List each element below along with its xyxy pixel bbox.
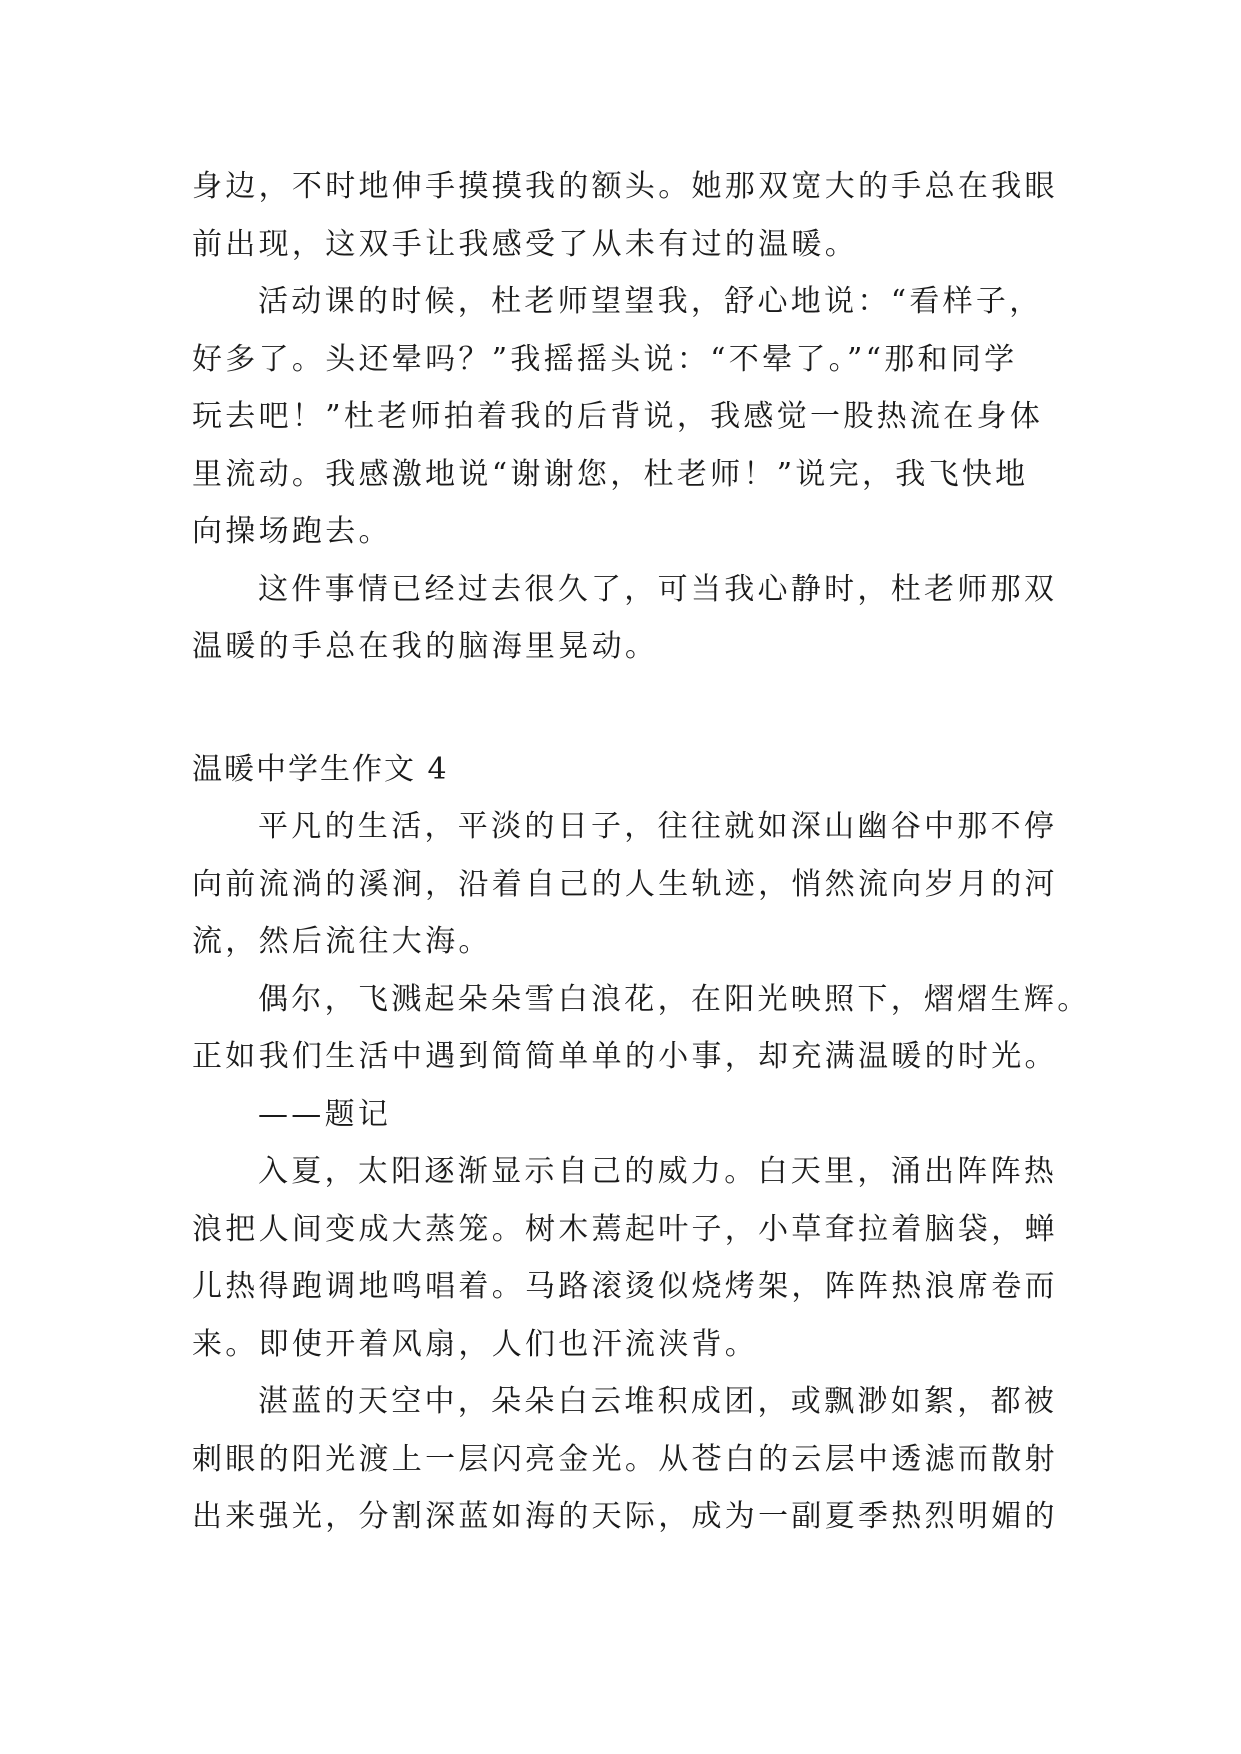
paragraph: [192, 798, 1072, 971]
text-line: 入夏，太阳逐渐显示自己的威力。白天里，涌出阵阵热: [258, 1154, 1058, 1189]
text-line: 来。即使开着风扇，人们也汗流浃背。: [192, 1326, 759, 1362]
text-line: 活动课的时候，杜老师望望我，舒心地说：“看样子，: [258, 284, 1043, 319]
text-line: 好多了。头还晕吗？”我摇摇头说：“不晕了。”“那和同学: [192, 341, 1018, 377]
paragraph: [192, 1373, 1072, 1546]
text-line: 里流动。我感激地说“谢谢您，杜老师！”说完，我飞快地: [192, 456, 1029, 492]
paragraph: [192, 1143, 1072, 1373]
text-line: 身边，不时地伸手摸摸我的额头。她那双宽大的手总在我眼: [192, 169, 1058, 204]
text-line: 浪把人间变成大蒸笼。树木蔫起叶子，小草耷拉着脑袋，蝉: [192, 1211, 1058, 1247]
inscription-signoff: ——题记: [258, 1096, 392, 1132]
text-line: 流，然后流往大海。: [192, 924, 492, 959]
text-line: 玩去吧！”杜老师拍着我的后背说，我感觉一股热流在身体: [192, 399, 1044, 434]
paragraph: [192, 273, 1072, 561]
text-line: 温暖的手总在我的脑海里晃动。: [192, 629, 659, 664]
text-line: 刺眼的阳光渡上一层闪亮金光。从苍白的云层中透滤而散射: [192, 1441, 1058, 1477]
text-line: 平凡的生活，平淡的日子，往往就如深山幽谷中那不停: [258, 809, 1058, 844]
text-line: 湛蓝的天空中，朵朵白云堆积成团，或飘渺如絮，都被: [258, 1384, 1058, 1419]
section-heading: 温暖中学生作文 4: [192, 751, 449, 787]
text-line: 前出现，这双手让我感受了从未有过的温暖。: [192, 226, 858, 262]
text-line: 出来强光，分割深蓝如海的天际，成为一副夏季热烈明媚的: [192, 1499, 1058, 1534]
text-line: 这件事情已经过去很久了，可当我心静时，杜老师那双: [258, 571, 1058, 607]
text-line: 向操场跑去。: [192, 514, 392, 549]
paragraph: [192, 158, 1072, 273]
paragraph: [192, 971, 1091, 1086]
section-gap: [192, 676, 1072, 741]
text-line: 偶尔，飞溅起朵朵雪白浪花，在阳光映照下，熠熠生辉。: [258, 981, 1091, 1017]
text-line: 向前流淌的溪涧，沿着自己的人生轨迹，悄然流向岁月的河: [192, 866, 1058, 902]
paragraph: [192, 561, 1072, 676]
text-line: 正如我们生活中遇到简简单单的小事，却充满温暖的时光。: [192, 1039, 1058, 1074]
document-body: [192, 158, 1091, 1546]
text-line: 儿热得跑调地鸣唱着。马路滚烫似烧烤架，阵阵热浪席卷而: [192, 1269, 1058, 1304]
